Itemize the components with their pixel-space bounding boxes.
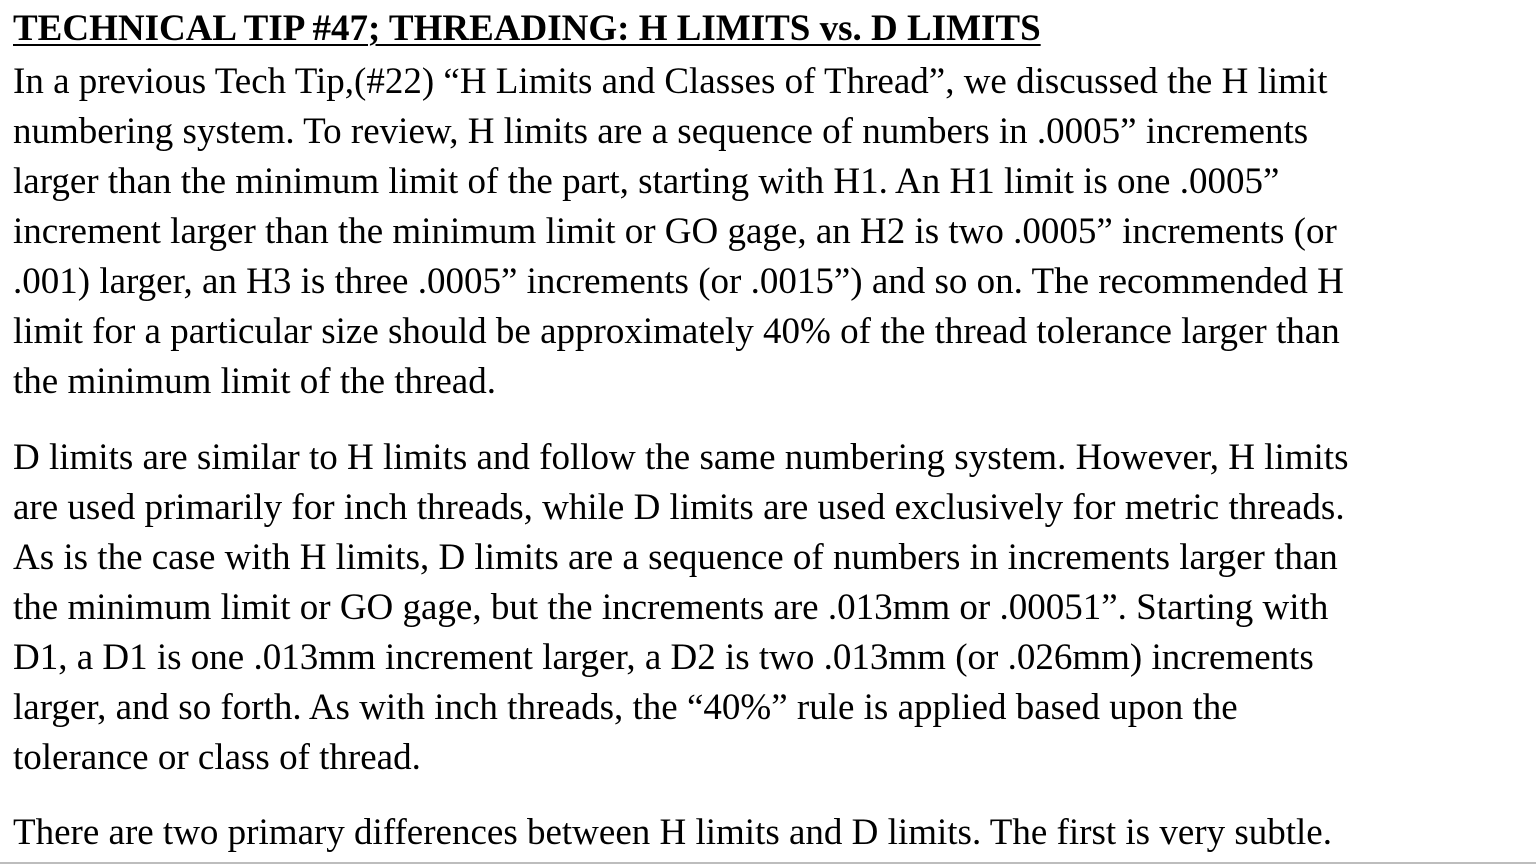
text-line: .001) larger, an H3 is three .0005” increments (or .0015”) and so on. The recommended H [13,261,1344,302]
text-line: larger, and so forth. As with inch threads, the “40%” rule is applied based upon the [13,687,1238,728]
text-line: There are two primary differences between H limits and D limits. The first is very subtle. [13,812,1332,853]
paragraph-h-limits-review [13,57,1344,407]
paragraph-differences [13,808,1332,858]
text-line: numbering system. To review, H limits are a sequence of numbers in .0005” increments [13,111,1309,152]
text-line: the minimum limit of the thread. [13,361,496,402]
text-line: the minimum limit or GO gage, but the increments are .013mm or .00051”. Starting with [13,587,1329,628]
text-line: D1, a D1 is one .013mm increment larger, a D2 is two .013mm (or .026mm) increments [13,637,1314,678]
document-title: TECHNICAL TIP #47; THREADING: H LIMITS vs. D LIMITS [13,8,1041,49]
text-line: increment larger than the minimum limit or GO gage, an H2 is two .0005” increments (or [13,211,1337,252]
text-line: In a previous Tech Tip,(#22) “H Limits and Classes of Thread”, we discussed the H limit [13,61,1328,102]
text-line: limit for a particular size should be approximately 40% of the thread tolerance larger than [13,311,1340,352]
text-line: D limits are similar to H limits and follow the same numbering system. However, H limits [13,437,1349,478]
text-line: larger than the minimum limit of the part, starting with H1. An H1 limit is one .0005” [13,161,1280,202]
text-line: tolerance or class of thread. [13,737,421,778]
text-line: are used primarily for inch threads, while D limits are used exclusively for metric threads. [13,487,1345,528]
paragraph-d-limits [13,433,1348,783]
text-line: As is the case with H limits, D limits are a sequence of numbers in increments larger than [13,537,1338,578]
